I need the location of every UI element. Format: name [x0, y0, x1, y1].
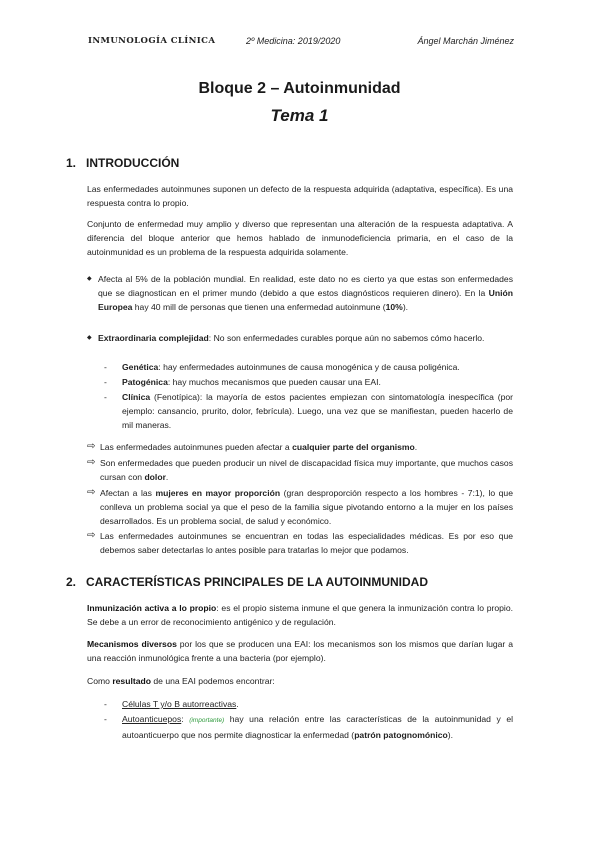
- arrow-right-icon: ⇨: [87, 487, 96, 498]
- arrow-right-icon: ⇨: [87, 457, 96, 468]
- sub-item-genetica: - Genética: hay enfermedades autoinmunes de causa monogénica y de causa poligénica.: [104, 360, 513, 374]
- page-subtitle: Tema 1: [270, 106, 329, 125]
- characteristics-paragraph-3: Como resultado de una EAI podemos encontrar:: [87, 676, 275, 686]
- arrow-right-icon: ⇨: [87, 530, 96, 541]
- result-item-cells: - Células T y/o B autorreactivas.: [104, 697, 513, 711]
- header-year: 2º Medicina: 2019/2020: [246, 36, 341, 46]
- arrow-item-discapacidad: ⇨ Son enfermedades que pueden producir un nivel de discapacidad física muy importante, que muchos casos cursan con dolor.: [87, 457, 513, 483]
- bullet-prevalence: ◆ Afecta al 5% de la población mundial. En realidad, este dato no es cierto ya que estas son enfermedades que se diagnostican en el primer mundo (debido a que estos diagnósticos requieren dinero). En la Unión Europea hay 40 mill de personas que tienen una enfermedad autoinmune (10%).: [87, 274, 513, 313]
- result-item-autoantibodies: - Autoanticuepos: (importante) hay una relación entre las características de la autoinmunidad y el autoanticuerpo que nos permite diagnosticar la enfermedad (patrón patognomónico).: [104, 714, 514, 741]
- bullet-complexity: ◆ Extraordinaria complejidad: No son enfermedades curables porque aún no sabemos cómo hacerlo.: [87, 331, 513, 345]
- arrow-right-icon: ⇨: [87, 441, 96, 452]
- diamond-bullet-icon: ◆: [87, 276, 92, 282]
- section-1-title: INTRODUCCIÓN: [86, 156, 180, 170]
- section-1-heading: [66, 156, 179, 170]
- important-note: (importante): [189, 717, 225, 724]
- dash-bullet: -: [104, 699, 107, 709]
- intro-paragraph-1: Las enfermedades autoinmunes suponen un defecto de la respuesta adquirida (adaptativa, específica). Es una respuesta contra lo propio.: [87, 184, 513, 209]
- section-2-title: CARACTERÍSTICAS PRINCIPALES DE LA AUTOINMUNIDAD: [86, 575, 429, 589]
- sub-item-clinica: - Clínica (Fenotípica): la mayoría de estos pacientes empiezan con sintomatología inespecífica (por ejemplo: cansancio, prurito, dolor, febrícula). Luego, una vez que se manifiestan, pueden hacerlo de mil maneras.: [104, 392, 513, 431]
- page-title: Bloque 2 – Autoinmunidad: [198, 80, 401, 97]
- section-1-number: 1.: [66, 156, 77, 170]
- section-2-number: 2.: [66, 575, 77, 589]
- section-2-heading: [66, 575, 428, 589]
- dash-bullet: -: [104, 362, 107, 372]
- dash-bullet: -: [104, 377, 107, 387]
- dash-bullet: -: [104, 714, 107, 724]
- header-course: INMUNOLOGÍA CLÍNICA: [88, 36, 216, 46]
- dash-bullet: -: [104, 392, 107, 402]
- intro-paragraph-2: Conjunto de enfermedad muy amplio y diverso que representan una alteración de la respuesta adaptativa. A diferencia del bloque anterior que hemos hablado de inmunodeficiencia primaria, en el caso de la autoinmunidad es un problema de la respuesta adquirida solamente.: [87, 219, 513, 258]
- arrow-item-especialidades: ⇨ Las enfermedades autoinmunes se encuentran en todas las especialidades médicas. Es por eso que debemos saber detectarlas lo antes posible para tratarlas lo mejor que podamos.: [87, 530, 513, 556]
- characteristics-paragraph-2: Mecanismos diversos por los que se producen una EAI: los mecanismos son los mismos que darían lugar a una reacción inmunológica frente a una bacteria (por ejemplo).: [87, 639, 513, 664]
- arrow-item-mujeres: ⇨ Afectan a las mujeres en mayor proporción (gran desproporción respecto a los hombres - 7:1), lo que conlleva un problema social ya que el peso de la familia sigue pivotando entorno a la mujer en los países desarrollados. Es un problema social, de salud y económico.: [87, 487, 513, 527]
- header-author: Ángel Marchán Jiménez: [417, 36, 514, 46]
- characteristics-paragraph-1: Inmunización activa a lo propio: es el propio sistema inmune el que genera la inmunización contra lo propio. Se debe a un error de reconocimiento antigénico y de regulación.: [87, 603, 513, 628]
- arrow-item-organismo: ⇨ Las enfermedades autoinmunes pueden afectar a cualquier parte del organismo.: [87, 440, 513, 454]
- sub-item-patogenica: - Patogénica: hay muchos mecanismos que pueden causar una EAI.: [104, 375, 513, 389]
- diamond-bullet-icon: ◆: [87, 335, 92, 341]
